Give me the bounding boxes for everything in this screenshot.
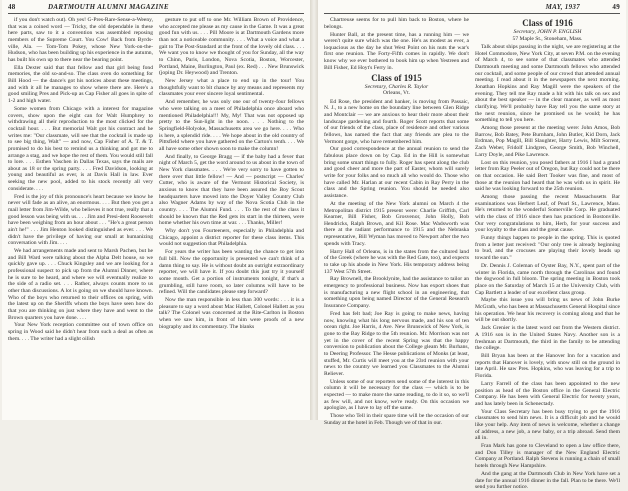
- class-title: Class of 1916: [522, 18, 573, 28]
- paragraph: if you don't watch out). Oh yes! G-Pres-Rare-Sense-a-Weeny, that was a coined word — Tricky, the old dependable in these here parts, saw to it a convention was assembled reposing members of the Supreme Court. You Cow! Back from Byrds-ville, Ala. — Tom-Tom Pokey, whose New York-on-the-Hudson, who has been building up his experience in the autumn, has built his own up to there near the bearing point.: [8, 17, 153, 63]
- paragraph: Fred is the joy of this pronounce's heart because we know he never will fade as an alive, an enormous. . . . But then you get a mail letter from Jim-Wilde, who believes it not true, really that a good lesson was being with us. . . . Jim and Presi-dent Roosevelt have been weighing from an hour about . . . "He's a great person ain't he!" . . . Jim Henton looked distinguished as ever. . . . We didn't have the privilege of having our small at humanizing conversation with Jim. . . .: [8, 193, 153, 247]
- column-left-1: [8, 17, 153, 417]
- class-address: Orleans, Vt.: [382, 90, 411, 97]
- paragraph: Your New York reception committee out of town office on spring in Wood said he didn't hear from such a deal as often as them. . . . The writer had a slight oilish: [8, 322, 153, 342]
- column-left-2: [159, 17, 304, 417]
- paragraph: At the meeting of the New York alumni on March 4 the Metropolitan district 1915 present were: Charlie Griffith, Carl Kearner, Bill Fisher, Bob Grosvenor, John Holly, Bob Hendricks, Ralph Brown, and Kil Rose. Mac Wadsworth was there at the radiant performance to 1915 and the Nebraska representative, Bill Wyman has moved to Newport after the two spends with Tracy.: [324, 200, 469, 247]
- paragraph: Among those passing the recent Massachusetts Bar examinations was Herbert Leaf, of Pearl St., Lawrence, Mass. He's returned to the wonderful Somerville Corp. He graduated with the class of 1916 since then has practiced in Bostonville. Our very congratulations to him, Herb, for your success and your loyalty to the class and the great cause.: [475, 194, 620, 234]
- class-secretary: Secretary, JOHN P. ENGLISH: [513, 29, 582, 35]
- class-title: Class of 1915: [371, 72, 422, 83]
- paragraph: Talk about ships passing in the night, we are registering at the Hotel Commodore, New York City, at seven P.M. on the evening of March 4, to see some of that classmates who attended Dartmouth meeting and some Dartmouth fellows who attended our cocktail, and some people of our crowd that attended annual meeting. I read about it in the newspapers the next morning. Jonathan Hopkins and Ray Magill were the speakers of the evening. They tell me Ray made a hit with his talk on sex and about the best speaker — in the clear manner, as well as most clarifying. We'll probably have Ray tell you the same story at the next reunion, since he promised us he would; he has something to tell you here.: [475, 44, 620, 124]
- class-heading-1915: [324, 73, 469, 97]
- paragraph: Some women from Chicago with a interest for magazine covers, show upon the eight can for Walt Humphrey to withdrawing all their reproduction to the most clicked for the cocktail hour. . . . But memorial Walt got his contract and he writes me: "Our classmate, will see that the cocktail is made up to see big thing, Walt" — and now, Cap Fisher of A. T. & T. promised to do his best to remind us a thinking and got me to arrange a stag, and we hope the rest of them. You would still fall to lore. . . . Esthen Vaschen in Dallas Texas, says the mails are about as 18 or the spring party. . . . Fred Davidson, looking at young and beautiful as ever, is at Davis Hall in law. Ever seeking the new pool, added to his stock recently all very considerate. . . .: [8, 105, 153, 192]
- paragraph: And finally, to George Bragg — if the baby had a fever that night of March 5, get the word around to us about in the town of New York classmates. . . . We're very sorry to have gotten to there over that little fellow! — And — postscript — Charles' Cutter, who is aware of the Vermont Historical Society, is anxious to know that they have been assured the Boy Scout headquarters have moved into the Doyer Valley Country Club also Wagner Adams by way of the Nova Scotia Club in the country. . . . The Alumni Fund. . . . To the rest of the class it should be known that the Red gets its start in the thirteen, were home whether his own time at war. . . . Thanks, Miller!: [159, 153, 304, 227]
- paragraph: Ed Rose, the president and banker, is moving from Passaic, N. J., to a new home on the boundary line between Glen Ridge and Montclair — we are anxious to hear their more about their landscape gardening and fourth. Roger Scott reports that some of our friends of the class, place of residence and other various fellows, has named the fact that any friends are plea to the Vermont gorge, who have remembered him.: [324, 98, 469, 145]
- paragraph: Bill Bryan has been at the Hanover Inn for a vacation and reports that Hanover is lovely, with snow still on the ground in late April. He saw Pres. Hopkins, who was leaving for a trip to Florida.: [475, 353, 620, 379]
- paragraph: Maybe this issue you will bring us news of John Burke McGrath, who has been at Massachusetts General Hospital since his operation. We hear his recovery is coming along and that he will be out shortly.: [475, 297, 620, 324]
- class-address: 57 Maple St., Stoneham, Mass.: [512, 35, 583, 42]
- paragraph: Ella Dexter said that that fellow and that girl being fond memories, the old so-and-so. The class oven do something for Bill Hood — the dance's got his notices about these meetings, and with it all he manages to show where there are. Here's a good smiling Pres and Pick-up as Cap Fisher all goes in spite of 1-2 and high water.: [8, 64, 153, 105]
- header-rule: [8, 13, 304, 14]
- paragraph: Unless some of our reporters send some of the interest in this column it will be necessary for the class — which is to be expected — to make more the same reading, to do it so, so we'll as few will, and not know, we're ready. On this occasion we apologize, as I have to lay off the same.: [324, 378, 469, 412]
- paragraph: Dr. Dennis J. Coleman of Oyster Bay, N.Y., spent part of the winter in Florida, came north through the Carolinas and found the dogwood in full bloom. The spring meeting in Boston took place on the Saturday of March 15 at the University Club, with Cap Bartlett a leader of our excellent class group.: [475, 262, 620, 296]
- paragraph: Fred has felt bad; Joe Ray is going to make news, having now, knowing what his long nervous made, and his son of ten ocean right. Joe Harris, 4 Ave. New Brunswick of New York, is gone to the Bay Ridge to the 5th reunion. Mr. Morrison was not yet in the cover of the recent Spring was that the happy conversion to publication about the College gleam Mr. Burhans, to Deering Professor. The Hesse publications of Monks (at least, stuffed, Mr. Curtis will meet you at the 23rd reunion with your news to the country we learned you Classmates to the Alumni Reliever.: [324, 310, 469, 377]
- paragraph: Chartreuse seems for to pull him back to Boston, where he belongs.: [324, 17, 469, 30]
- paragraph: Ray Brownell, the Brooklynite, had the assistance to tailor an emergency to professional business. Now has export shoes that is manufacturing a new flight school in an engineering, that something upon being named Director of the General Research Insurance Company.: [324, 276, 469, 310]
- paragraph: For years the writer has been wanting the chance to get into full bill. Now the opportunity is presented we can't think of a damn thing to say. He is without doubt an outright extraordinary reporter, we will have it. If you doubt this just try it yourself some month. Get a portion of instruments tonight, if that's a grumbling, still have room, so later columns will have to be refined. Will the candidates please step forward?: [159, 249, 304, 296]
- header-rule: [324, 13, 620, 14]
- paragraph: Jack Grenier is the latest word out from the Western district. A 1916 son is in the United States Navy. Another son is a freshman at Dartmouth, the third in the family to be attending the college.: [475, 325, 620, 352]
- page-number: 48: [8, 3, 16, 11]
- paragraph: We had arrangements made and sent to Marsh Pachen, but he and Bill Ward were talking about the Alpha Delt house, so we quickly gave up. . . . Chuck Kingsley and we are looking for a professional suspect to pick up from the Alumni Dinner, where he is sure to be heard, and where we will eventually realize to the side of a radio set. . . . Rather, always counts more to us other than discussions. A lot is going on we should have known. Who of the boys who returned to their offices on spring, with the latest up on the Sheriffs whom the boys have seen how do that you are thinking on just where they have and went to the Brown quarters you have done. . . .: [8, 248, 153, 321]
- paragraph: gesture to put off to one Mr. William Brown of Providence, who accepted me please as my cause in the Game. It was a great good fun with us. . . . Pill Moore is at Dartmouth Gardens more than not a noticeable community. . . . What a voice and what a gait to The Post-Standard at the front of the lovely old class. . . . We want you to know we thought of you for Sunday, all the way to Chinn, Paris, London, Nova Scotia, Boston, Worcester, Portland, Maine, Burlington, Paul (ex. Red) . . . New Brunswick (joping Dr. Heywood) and Trenton.: [159, 17, 304, 77]
- paragraph: Larry Farrell of the class has been appointed to the new position as head of the Boston office in the General Electric Company. He has been with General Electric for twenty years, and has lately been in Schenectady.: [475, 380, 620, 407]
- paragraph: Harry Hall of Orleans, is in the states from the cultured land of the Greek (where he was with the Red Gate, too), and expects to take up his abode in New York. His temporary address being 137 West 57th Street.: [324, 248, 469, 275]
- class-heading-1916: [475, 18, 620, 42]
- paragraph: And remember, he was only one our of twenty-four fellows who were talking on a meet of Philadelphia once aboard who mentioned Philadelphia!!! My, My! That was not opposed up pretty to the Sun-light in the noon. . . . Nothing to the Springfield-Holyoke, Massachusetts area we go here. . . . Who is here, a splendid ride. . . . We hope about in the old country of Pittsfield where you have gathered on the Carton's tenth. . . . We all have some other shown soon to make the column!: [159, 99, 304, 152]
- column-right-1: [324, 17, 469, 426]
- paragraph: Your Class Secretary has been busy trying to get the 1916 classmates to send him news. It is a difficult job and he would like your help. Any item of news is welcome, whether a change of address, a new job, a new baby, or a trip abroad. Send them all in.: [475, 408, 620, 442]
- paragraph: New Jersey what a place to end up in the tour! You thoughtfully want to bit chance by any means and represents my classmates your ever sincere loyal sentimental.: [159, 78, 304, 98]
- paragraph: Hunter Ball, at the present time, has a running him — we weren't quite sure which was the one. He's as modest as ever, a loquacious as the day he shut West Point on his nuts the war's first one reunion. The Forty-Fifth comes in rapidly. We don't know why we ever bothered to book him up when Yestreen and Bill Fisher, Ed Hoyt's Ferry in.: [324, 31, 469, 71]
- paragraph: Lost on this reunion, you posed fathers at 1916 I had a grand letter from Ray Peeler out of Oregon, but Ray could not be there on that occasion. He said Bert Tooker was fine, and most of those at the reunion had heard that he was with us in spirit. He said he was looking forward to the 25th reunion.: [475, 159, 620, 193]
- paragraph: Our good correspondence at the annual reunion to send the fabulous place down on by Cap. Ed in the Hill is somewhat bring some smart things to fully. Roger has spent along the club and good cheer and more the part of Easter, whom will surely write for your folks and so much all who would do. Those who have called Mr. Harlan at our recent Cabin in Ray Perry in the class and the Spring reunion. You should be needed also assistance.: [324, 146, 469, 199]
- right-page: [318, 0, 626, 491]
- running-title: MAY, 1937: [545, 3, 580, 11]
- running-head: [8, 3, 304, 13]
- paragraph: Funny things happen to people in the spring. This is quoted from a letter just received: "Our only tree is already beginning to bud, and the crocuses are playing their lovely heads up toward the sun.": [475, 235, 620, 262]
- paragraph: Why don't you Fourteeners, especially in Philadelphia and Chicago, appoint a district reporter for these class items. This would not suggestion that Philadelphia.: [159, 228, 304, 248]
- class-secretary: Secretary, Charles R. Taylor: [364, 83, 429, 90]
- paragraph: Those who Tell in their spare time will be the occasion of our Sunday at the hotel in Feb. Though we of that in our.: [324, 413, 469, 426]
- paragraph: Fran Mark has gone to Cleveland to open a law office there, and Don Tilley is manager of the New England Electric Company at Portland. Ralph Stevens is running a chain of small hotels through New Hampshire.: [475, 443, 620, 470]
- page-number: 49: [612, 3, 620, 11]
- paragraph: And the gang at the Dartmouth Club in New York have set a date for the annual 1916 dinner in the fall. Plan to be there. We'll send you further notice.: [475, 470, 620, 491]
- paragraph: Now the man responsible in less than 300 words: . . . it is a pleasure to say a word about Mac Hallett, Colonel Hallett as you talk? The Colonel was concerned at the Rite-Carlton in Boston when we saw him, in front of him were proofs of a new biography and its commentary. The blanks: [159, 297, 304, 330]
- running-head: [324, 3, 620, 13]
- page-gutter: [310, 0, 318, 420]
- column-right-2: [475, 17, 620, 491]
- running-title: DARTMOUTH ALUMNI MAGAZINE: [48, 3, 169, 11]
- left-page: [2, 0, 310, 420]
- paragraph: Among those present at the meeting were: John Amos, Bob Barrow, Bob Batey, Pete Burnham, John Butler, Kid Dorn, Jack Erdman, Pop Magill, Bill Slaughter, Harry Lewis, Milt Sorrent, Zach Weber, Fridolf Lindgren, George Smith, Bob Winchell, Larry Doyle, and Pike Lawrence.: [475, 125, 620, 158]
